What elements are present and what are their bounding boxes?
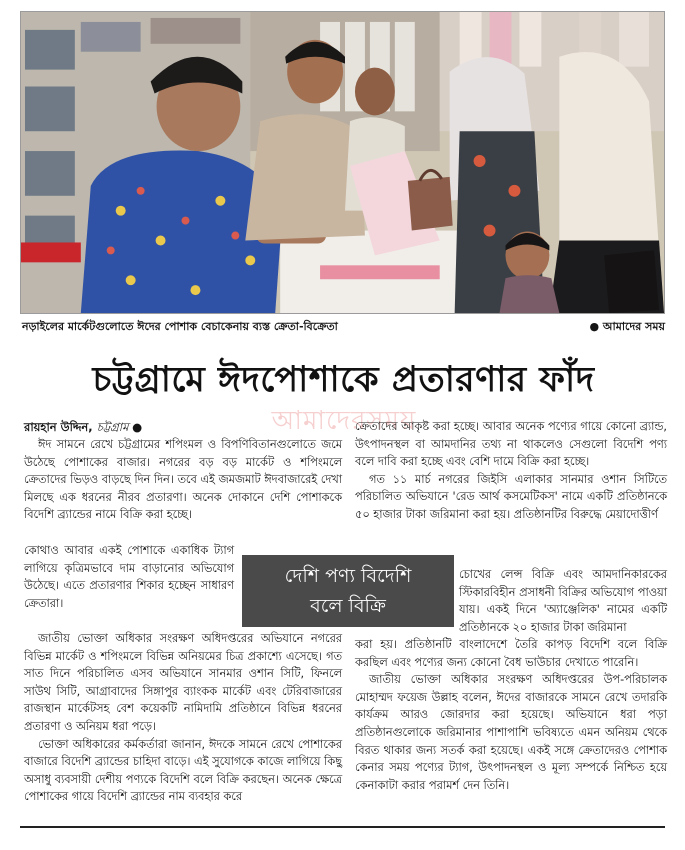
article-column-right-top [355, 418, 667, 524]
photo-caption: নড়াইলের মার্কেটগুলোতে ঈদের পোশাক বেচাকেনায় ব্যস্ত ক্রেতা-বিক্রেতা [22, 320, 338, 333]
article-column-right-narrow [459, 566, 667, 636]
article-paragraph: কোথাও আবার একই পোশাকে একাধিক ট্যাগ লাগিয়ে কৃত্রিমভাবে দাম বাড়ানোর অভিযোগ উঠেছে। এতে প্রতারণার শিকার হচ্ছেন সাধারণ ক্রেতারা। [24, 544, 234, 610]
photo-credit: ● আমাদের সময় [589, 320, 665, 333]
pull-quote-line-1: দেশি পণ্য বিদেশি [284, 565, 412, 587]
article-column-right-bottom [355, 636, 667, 794]
article-paragraph: জাতীয় ভোক্তা অধিকার সংরক্ষণ অধিদপ্তরের অভিযানে নগরের বিভিন্ন মার্কেট ও শপিংমলে বিভিন্ন অনিয়মের চিত্র প্রকাশ্যে এসেছে। গত সাত দিনে পরিচালিত এসব অভিযানে সানমার ওশান সিটি, ফিনলে সাউথ সিটি, আগ্রাবাদের সিঙ্গাপুর ব্যাংকক মার্কেট এবং টেরিবাজারের রাজস্থান মার্কেটসহ বেশ কয়েকটি নামিদামি প্রতিষ্ঠানে বিভিন্ন ধরনের প্রতারণা ও অনিয়ম ধরা পড়ে। [24, 632, 342, 733]
byline-author: রায়হান উদ্দিন, [24, 420, 93, 434]
bottom-divider [20, 826, 665, 850]
article-column-left-top [24, 436, 342, 524]
photo-caption-row [22, 318, 665, 336]
byline-place: চট্টগ্রাম ● [96, 420, 143, 434]
article-paragraph: গত ১১ মার্চ নগরের জিইসি এলাকার সানমার ওশান সিটিতে পরিচালিত অভিযানে 'রেড আর্থ কসমেটিকস' নামে একটি প্রতিষ্ঠানকে ৫০ হাজার টাকা জরিমানা করা হয়। প্রতিষ্ঠানটির বিরুদ্ধে মেয়াদোত্তীর্ণ [355, 472, 667, 521]
pull-quote-line-2: বলে বিক্রি [310, 595, 386, 617]
article-paragraph: করা হয়। প্রতিষ্ঠানটি বাংলাদেশে তৈরি কাপড় বিদেশি বলে বিক্রি করছিল এবং পণ্যের জন্য কোনো বৈধ ভাউচার দেখাতে পারেনি। [355, 638, 667, 669]
article-paragraph: ক্রেতাদের আকৃষ্ট করা হচ্ছে। আবার অনেক পণ্যের গায়ে কোনো ব্র্যান্ড, উৎপাদনস্থল বা আমদানির তথ্য না থাকলেও সেগুলো বিদেশি পণ্য বলে দাবি করা হচ্ছে এবং বেশি দামে বিক্রি করা হচ্ছে। [355, 420, 667, 469]
article-column-left-bottom [24, 630, 342, 806]
byline [24, 418, 142, 436]
article-paragraph: ঈদ সামনে রেখে চট্টগ্রামের শপিংমল ও বিপণিবিতানগুলোতে জমে উঠেছে পোশাকের বাজার। নগরের বড় বড় মার্কেট ও শপিংমলে ক্রেতাদের ভিড়ও বাড়ছে দিন দিন। তবে এই জমজমাট ঈদবাজারেই দেখা মিলছে এক ধরনের নীরব প্রতারণা। অনেক দোকানে দেশি পোশাককে বিদেশি ব্র্যান্ডের নামে বিক্রি করা হচ্ছে। [24, 438, 342, 522]
pull-quote-box [242, 555, 454, 627]
article-column-left-narrow [24, 542, 234, 612]
article-paragraph: জাতীয় ভোক্তা অধিকার সংরক্ষণ অধিদপ্তরের উপ-পরিচালক মোহাম্মদ ফয়েজ উল্লাহ বলেন, ঈদের বাজারকে সামনে রেখে তদারকি কার্যক্রম আরও জোরদার করা হয়েছে। অভিযানে ধরা পড়া প্রতিষ্ঠানগুলোকে জরিমানার পাশাপাশি ভবিষ্যতে এমন অনিয়ম থেকে বিরত থাকার জন্য সতর্ক করা হয়েছে। একই সঙ্গে ক্রেতাদেরও পোশাক কেনার সময় পণ্যের ট্যাগ, উৎপাদনস্থল ও মূল্য সম্পর্কে নিশ্চিত হয়ে কেনাকাটা করার পরামর্শ দেন তিনি। [355, 673, 667, 792]
publisher-watermark: আমাদেরসময় [271, 406, 417, 436]
shop-scene-illustration [21, 12, 664, 313]
article-paragraph: ভোক্তা অধিকারের কর্মকর্তারা জানান, ঈদকে সামনে রেখে পোশাকের বাজারে বিদেশি ব্র্যান্ডের চাহিদা বাড়ে। এই সুযোগকে কাজে লাগিয়ে কিছু অসাধু ব্যবসায়ী দেশীয় পণ্যকে বিদেশি বলে বিক্রি করছেন। অনেক ক্ষেত্রে পোশাকের গায়ে বিদেশি ব্র্যান্ডের নাম ব্যবহার করে [24, 737, 342, 804]
article-headline: চট্টগ্রামে ঈদপোশাকে প্রতারণার ফাঁদ [92, 359, 595, 400]
news-photo [20, 11, 665, 314]
article-paragraph: চোখের লেন্স বিক্রি এবং আমদানিকারকের স্টিকারবিহীন প্রসাধনী বিক্রির অভিযোগ পাওয়া যায়। একই দিনে 'অ্যাঞ্জেলিক' নামের একটি প্রতিষ্ঠানকে ২০ হাজার টাকা জরিমানা [459, 568, 667, 634]
